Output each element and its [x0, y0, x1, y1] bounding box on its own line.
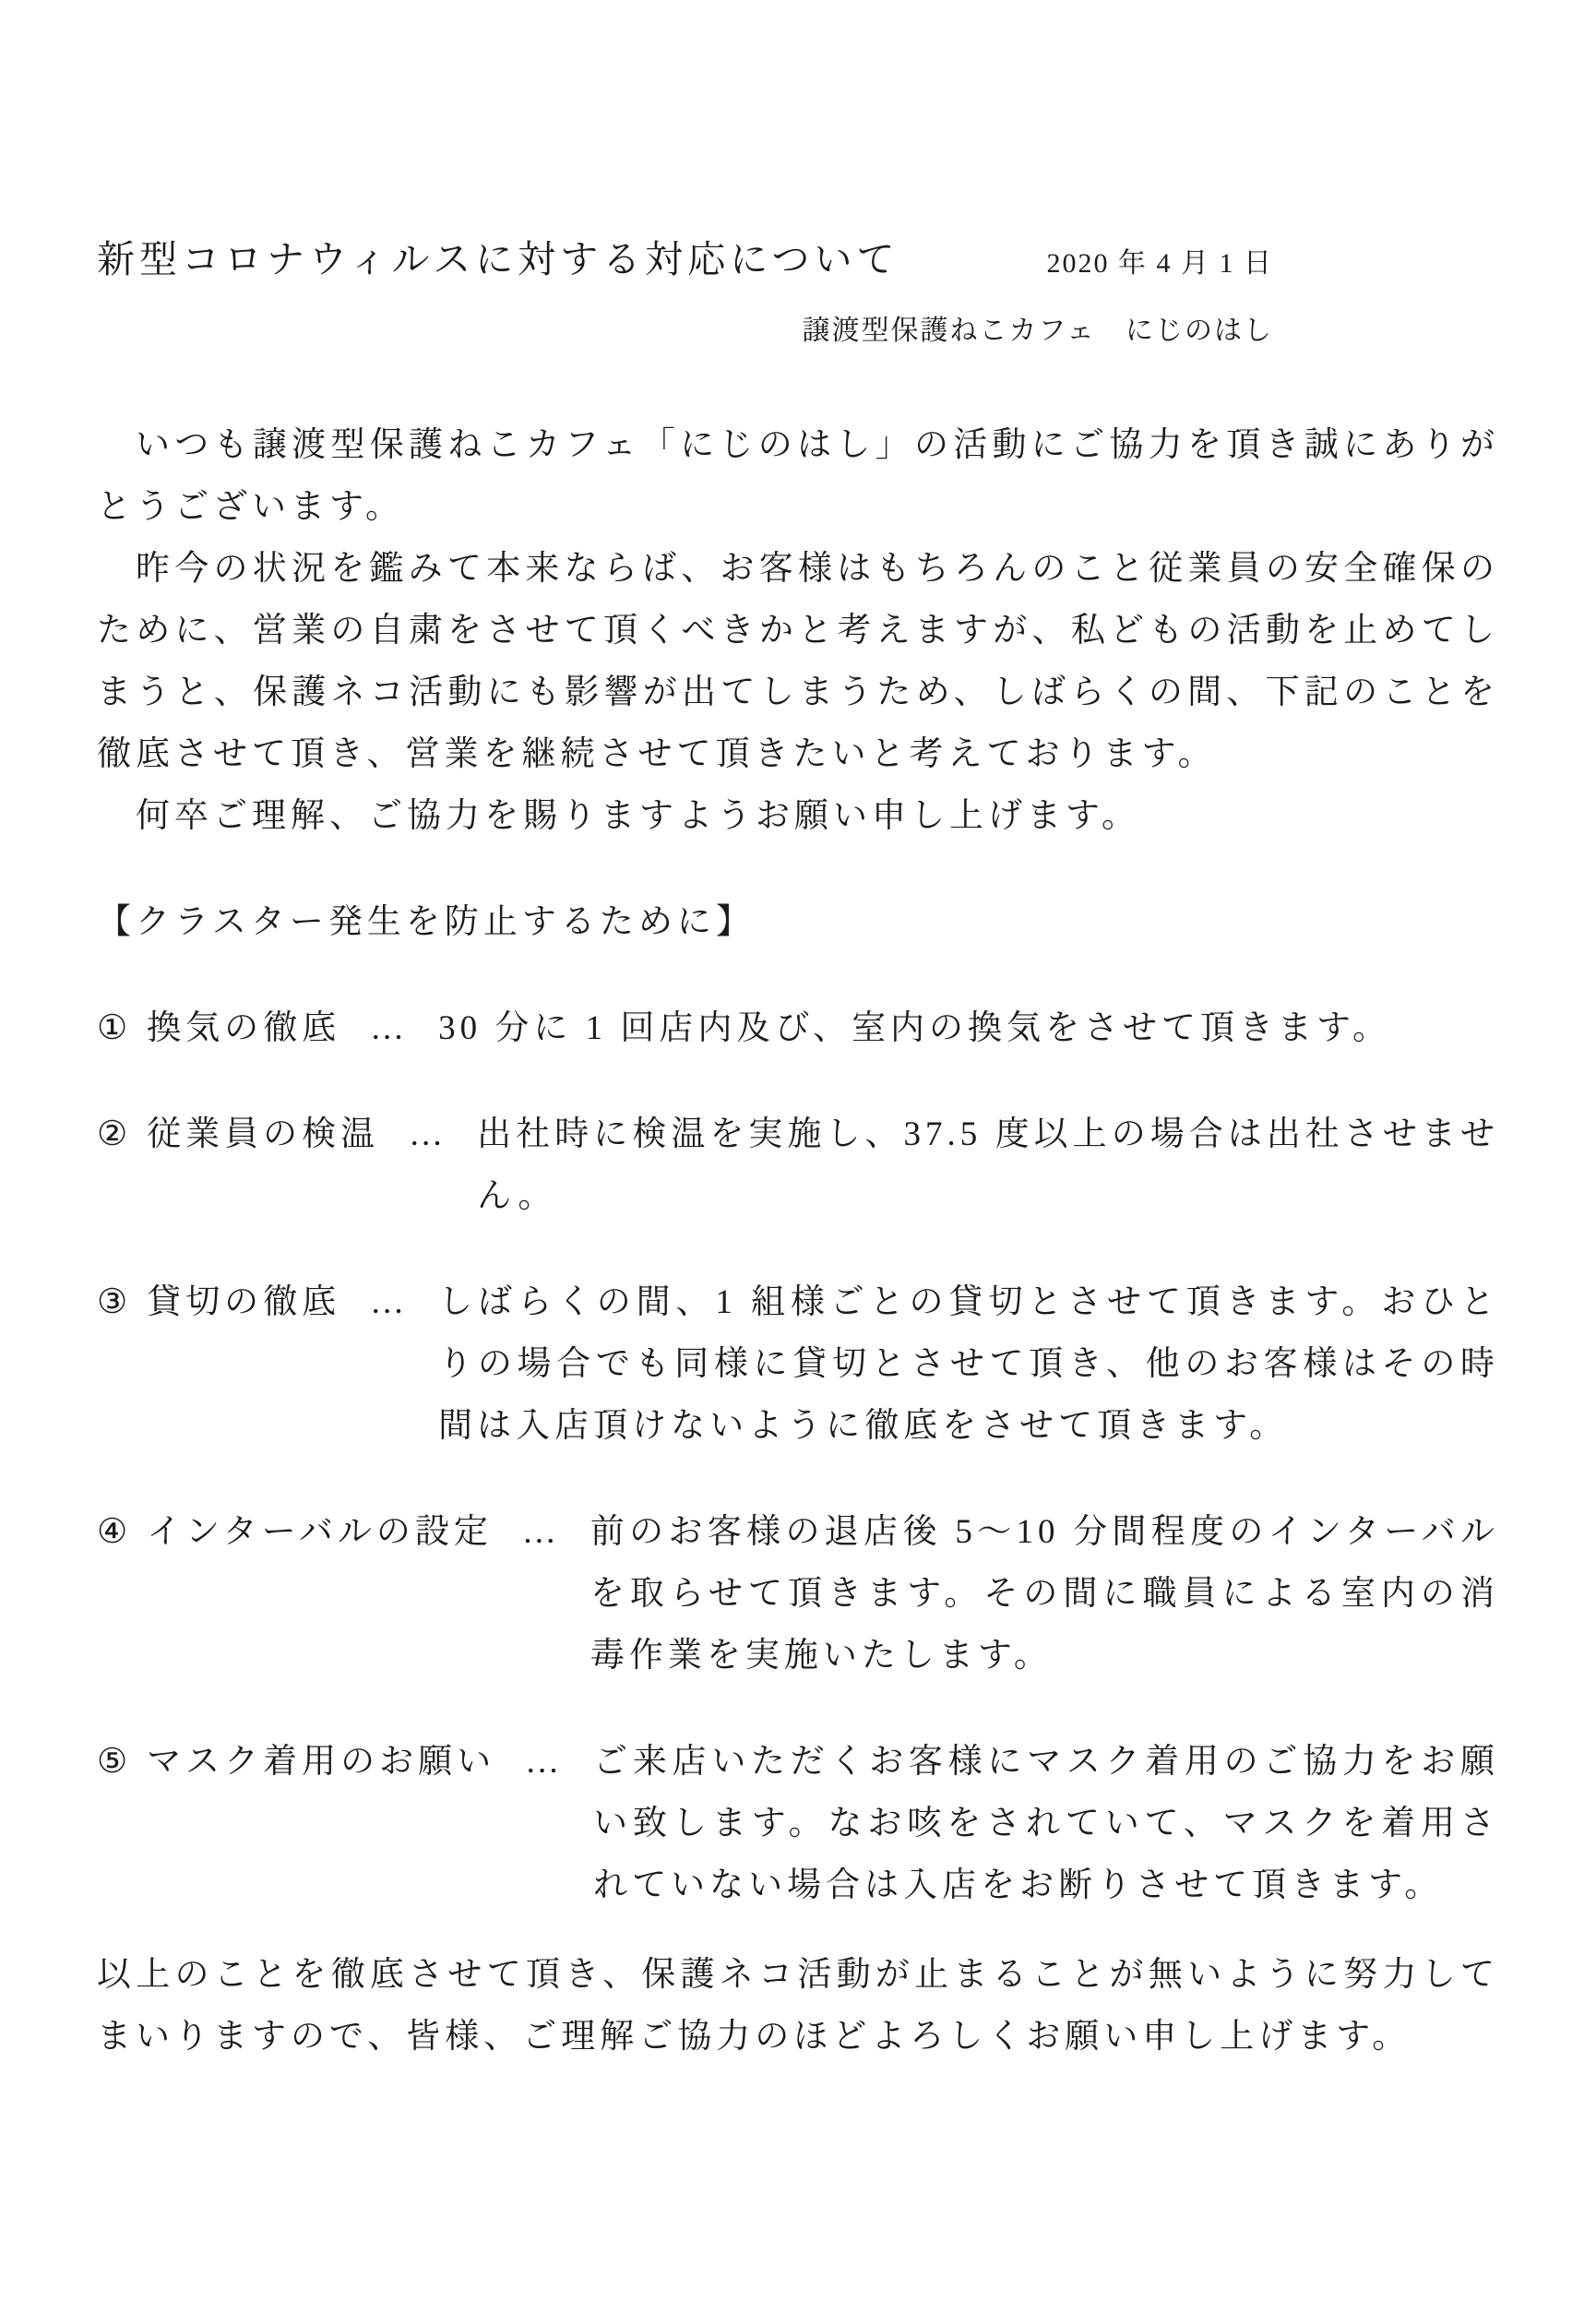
measure-head: [97, 1271, 438, 1457]
measure-label: 貸切の徹底: [147, 1283, 341, 1321]
measure-head: [97, 997, 438, 1059]
measure-number: ②: [97, 1115, 133, 1153]
measure-number: ①: [97, 1009, 133, 1047]
measure-item-interval: [97, 1501, 1499, 1687]
measure-description: しばらくの間、1 組様ごとの貸切とさせて頂きます。おひとりの場合でも同様に貸切とさせて頂き、他のお客様はその時間は入店頂けないように徹底をさせて頂きます。: [438, 1283, 1499, 1445]
ellipsis-separator: …: [409, 1115, 448, 1153]
ellipsis-separator: …: [525, 1743, 565, 1781]
measure-head: [97, 1731, 593, 1916]
measure-head: [97, 1501, 590, 1687]
intro-section: [97, 414, 1499, 847]
title-row: [97, 229, 1499, 283]
section-heading: 【クラスター発生を防止するために】: [97, 903, 755, 941]
measure-description: ご来店いただくお客様にマスク着用のご協力をお願い致します。なお咳をされていて、マスクを着用されていない場合は入店をお断りさせて頂きます。: [593, 1743, 1499, 1904]
ellipsis-separator: …: [370, 1009, 410, 1047]
document-date: 2020 年 4 月 1 日: [1046, 248, 1273, 279]
intro-paragraph: 昨今の状況を鑑みて本来ならば、お客様はもちろんのこと従業員の安全確保のために、営業の自粛をさせて頂くべきかと考えますが、私どもの活動を止めてしまうと、保護ネコ活動にも影響が出てしまうため、しばらくの間、下記のことを徹底させて頂き、営業を継続させて頂きたいと考えております。: [97, 550, 1499, 773]
organization-line: [97, 307, 1499, 348]
measure-number: ⑤: [97, 1743, 133, 1781]
measure-description: 前のお客様の退店後 5～10 分間程度のインターバルを取らせて頂きます。その間に職員による室内の消毒作業を実施いたします。: [590, 1513, 1499, 1675]
measure-label: 従業員の検温: [147, 1115, 380, 1153]
measure-item-private-booking: [97, 1271, 1499, 1457]
measure-label: 換気の徹底: [147, 1009, 341, 1047]
closing-paragraph: 以上のことを徹底させて頂き、保護ネコ活動が止まることが無いように努力してまいりますので、皆様、ご理解ご協力のほどよろしくお願い申し上げます。: [97, 1956, 1499, 2056]
ellipsis-separator: …: [370, 1283, 410, 1321]
measure-number: ③: [97, 1283, 133, 1321]
measure-label: マスク着用のお願い: [147, 1743, 496, 1781]
measure-description: 30 分に 1 回店内及び、室内の換気をさせて頂きます。: [438, 1009, 1391, 1047]
measure-item-mask-request: [97, 1731, 1499, 1916]
measure-label: インターバルの設定: [147, 1513, 493, 1551]
intro-paragraph: 何卒ご理解、ご協力を賜りますようお願い申し上げます。: [136, 797, 1141, 835]
measure-item-ventilation: [97, 997, 1499, 1059]
measure-number: ④: [97, 1513, 133, 1551]
measure-head: [97, 1103, 477, 1227]
page-title: 新型コロナウィルスに対する対応について: [97, 238, 899, 280]
measure-item-temperature-check: [97, 1103, 1499, 1227]
organization-name: 譲渡型保護ねこカフェ にじのはし: [802, 316, 1273, 346]
ellipsis-separator: …: [521, 1513, 561, 1551]
intro-paragraph: いつも譲渡型保護ねこカフェ「にじのはし」の活動にご協力を頂き誠にありがとうございます。: [97, 426, 1499, 526]
measure-description: 出社時に検温を実施し、37.5 度以上の場合は出社させません。: [477, 1115, 1499, 1215]
